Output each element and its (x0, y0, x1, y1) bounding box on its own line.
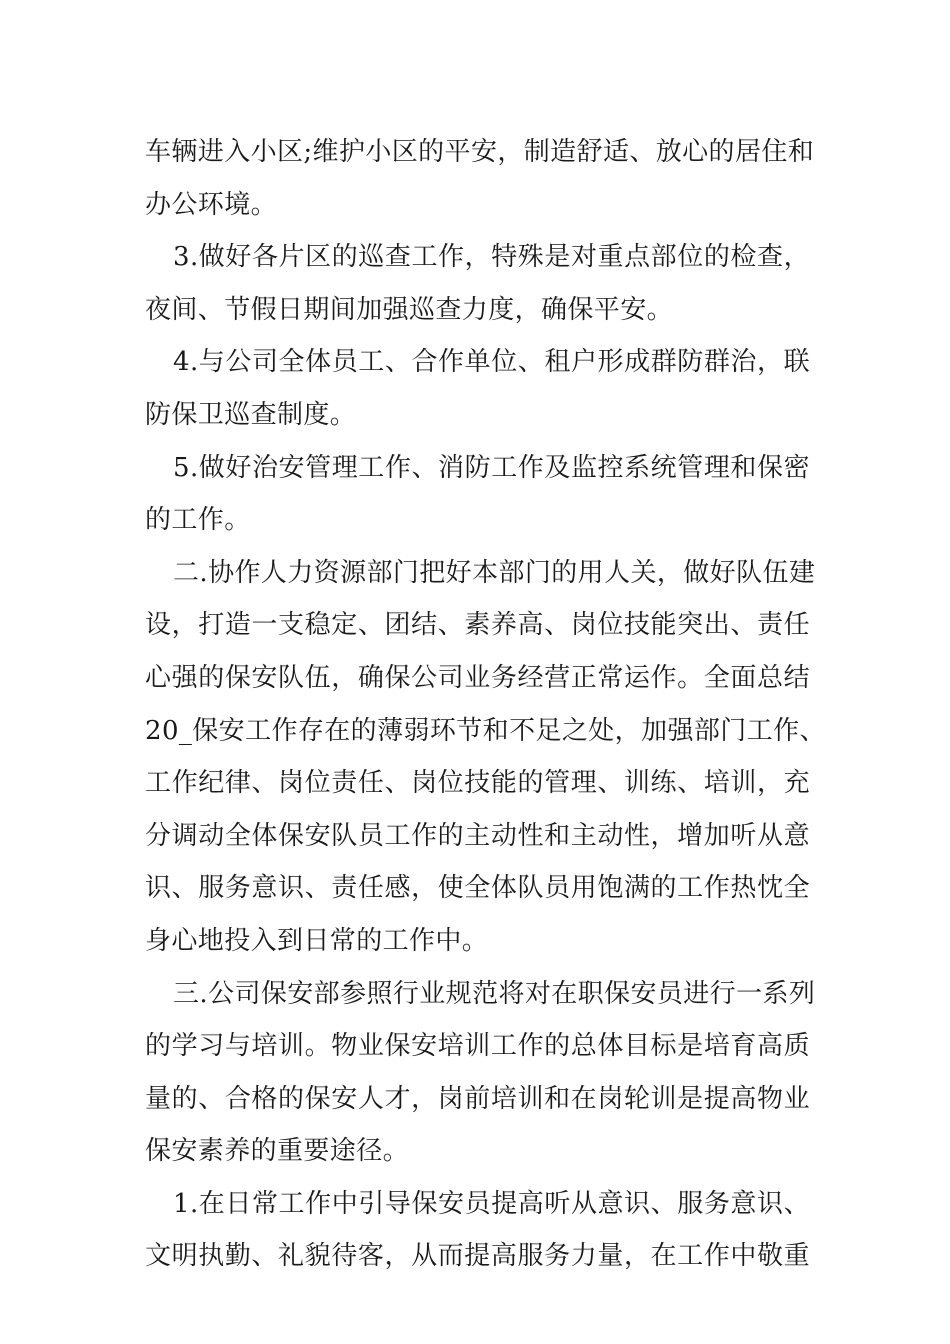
text-line: 保安素养的重要途径。 (145, 1136, 410, 1167)
document-page (145, 126, 826, 1283)
text-line: 设，打造一支稳定、团结、素养高、岗位技能突出、责任 (145, 610, 810, 641)
text-line: 的工作。 (145, 505, 251, 536)
paragraph-section-2 (145, 547, 826, 968)
text-line: 身心地投入到日常的工作中。 (145, 925, 489, 956)
text-line: 办公环境。 (145, 189, 278, 220)
paragraph-continuation (145, 126, 815, 231)
text-line: 工作纪律、岗位责任、岗位技能的管理、训练、培训，充 (145, 768, 810, 799)
paragraph-item-3 (145, 231, 810, 336)
text-line: 识、服务意识、责任感，使全体队员用饱满的工作热忱全 (145, 873, 810, 904)
text-line: 文明执勤、礼貌待客，从而提高服务力量，在工作中敬重 (145, 1241, 810, 1272)
paragraph-item-5 (145, 442, 810, 547)
text-line: 5.做好治安管理工作、消防工作及监控系统管理和保密 (173, 452, 810, 483)
text-line: 量的、合格的保安人才，岗前培训和在岗轮训是提高物业 (145, 1083, 810, 1114)
text-line: 防保卫巡查制度。 (145, 399, 357, 430)
text-line: 车辆进入小区;维护小区的平安，制造舒适、放心的居住和 (145, 137, 815, 167)
text-line: 20_保安工作存在的薄弱环节和不足之处，加强部门工作、 (145, 715, 826, 746)
text-line: 3.做好各片区的巡查工作，特殊是对重点部位的检查， (173, 242, 810, 273)
paragraph-item-1 (145, 1178, 810, 1283)
text-line: 夜间、节假日期间加强巡查力度，确保平安。 (145, 294, 674, 325)
text-line: 二.协作人力资源部门把好本部门的用人关，做好队伍建 (173, 557, 816, 588)
text-line: 心强的保安队伍，确保公司业务经营正常运作。全面总结 (145, 662, 810, 693)
text-line: 三.公司保安部参照行业规范将对在职保安员进行一系列 (173, 978, 816, 1009)
text-line: 的学习与培训。物业保安培训工作的总体目标是培育高质 (145, 1031, 810, 1062)
paragraph-section-3 (145, 968, 816, 1178)
text-line: 1.在日常工作中引导保安员提高听从意识、服务意识、 (173, 1188, 810, 1219)
text-line: 分调动全体保安队员工作的主动性和主动性，增加听从意 (145, 820, 810, 851)
text-line: 4.与公司全体员工、合作单位、租户形成群防群治，联 (173, 347, 810, 378)
paragraph-item-4 (145, 336, 810, 441)
